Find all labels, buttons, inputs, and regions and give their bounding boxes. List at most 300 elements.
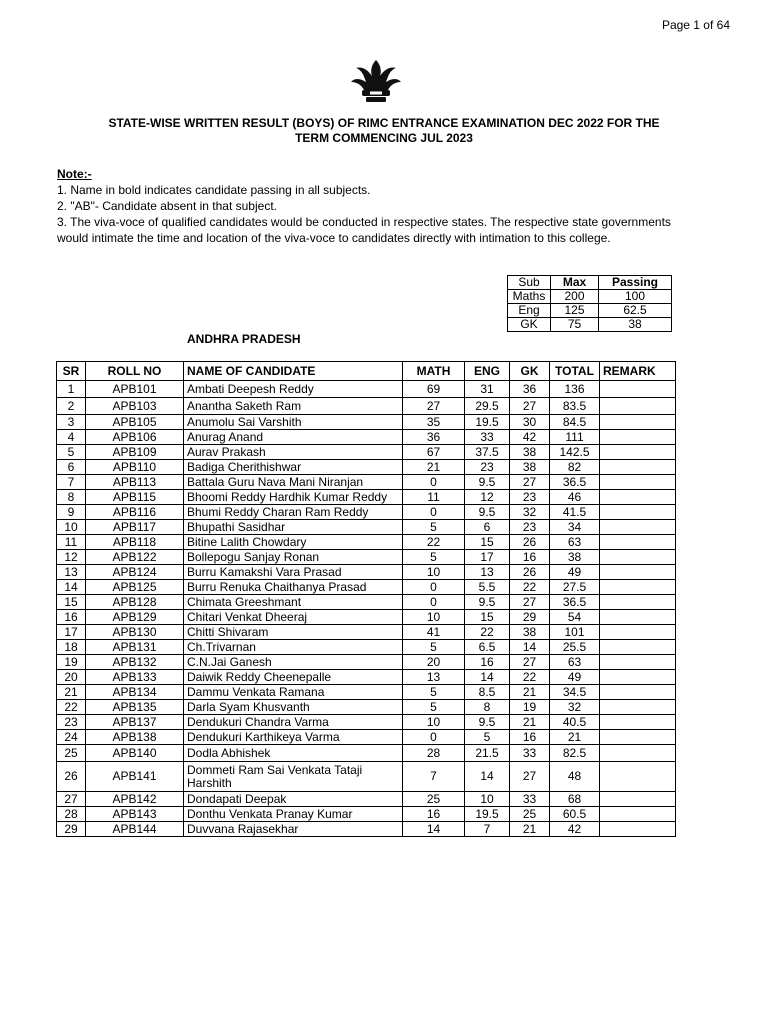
roll-no-cell: APB141 [86, 762, 184, 792]
result-row [57, 580, 676, 595]
result-row [57, 475, 676, 490]
math-cell: 5 [403, 550, 465, 565]
note-item-3: 3. The viva-voce of qualified candidates would be conducted in respective states. The respective state governments would intimate the time and location of the viva-voce to candidates directly with intimation to this college. [57, 215, 671, 245]
name-cell: Dammu Venkata Ramana [184, 685, 403, 700]
remark-cell [600, 762, 676, 792]
gk-cell: 27 [510, 762, 550, 792]
eng-cell: 31 [465, 381, 510, 398]
notes-heading: Note:- [57, 167, 92, 181]
sr-cell: 21 [57, 685, 86, 700]
math-cell: 5 [403, 520, 465, 535]
remark-cell [600, 792, 676, 807]
roll-no-cell: APB142 [86, 792, 184, 807]
results-body [57, 381, 676, 837]
remark-cell [600, 685, 676, 700]
result-row [57, 445, 676, 460]
limits-header-sub: Sub [508, 276, 551, 290]
name-cell: Anumolu Sai Varshith [184, 415, 403, 430]
total-cell: 42 [550, 822, 600, 837]
results-header-row [57, 362, 676, 381]
eng-cell: 14 [465, 762, 510, 792]
limits-row-gk [508, 318, 672, 332]
name-cell: C.N.Jai Ganesh [184, 655, 403, 670]
roll-no-cell: APB128 [86, 595, 184, 610]
gk-cell: 16 [510, 550, 550, 565]
gk-cell: 27 [510, 398, 550, 415]
result-row [57, 730, 676, 745]
eng-cell: 16 [465, 655, 510, 670]
gk-cell: 36 [510, 381, 550, 398]
math-cell: 35 [403, 415, 465, 430]
header-remark: REMARK [600, 362, 676, 381]
remark-cell [600, 715, 676, 730]
remark-cell [600, 655, 676, 670]
roll-no-cell: APB133 [86, 670, 184, 685]
name-cell: Dodla Abhishek [184, 745, 403, 762]
note-item-2: 2. "AB"- Candidate absent in that subject. [57, 199, 277, 213]
math-cell: 0 [403, 730, 465, 745]
eng-cell: 15 [465, 610, 510, 625]
total-cell: 68 [550, 792, 600, 807]
gk-cell: 29 [510, 610, 550, 625]
total-cell: 63 [550, 535, 600, 550]
remark-cell [600, 430, 676, 445]
college-crest-emblem [348, 56, 404, 104]
state-heading: ANDHRA PRADESH [187, 332, 301, 346]
remark-cell [600, 415, 676, 430]
total-cell: 60.5 [550, 807, 600, 822]
gk-cell: 38 [510, 445, 550, 460]
limits-cell: Eng [508, 304, 551, 318]
eng-cell: 9.5 [465, 595, 510, 610]
math-cell: 22 [403, 535, 465, 550]
name-cell: Aurav Prakash [184, 445, 403, 460]
result-row [57, 415, 676, 430]
sr-cell: 6 [57, 460, 86, 475]
sr-cell: 17 [57, 625, 86, 640]
remark-cell [600, 398, 676, 415]
header-eng: ENG [465, 362, 510, 381]
sr-cell: 19 [57, 655, 86, 670]
remark-cell [600, 745, 676, 762]
remark-cell [600, 535, 676, 550]
total-cell: 46 [550, 490, 600, 505]
total-cell: 32 [550, 700, 600, 715]
math-cell: 0 [403, 580, 465, 595]
remark-cell [600, 565, 676, 580]
title-line-2: TERM COMMENCING JUL 2023 [295, 131, 473, 145]
header-math: MATH [403, 362, 465, 381]
result-row [57, 610, 676, 625]
eng-cell: 9.5 [465, 475, 510, 490]
sr-cell: 13 [57, 565, 86, 580]
page-number: Page 1 of 64 [661, 18, 730, 32]
name-cell: Duvvana Rajasekhar [184, 822, 403, 837]
roll-no-cell: APB125 [86, 580, 184, 595]
sr-cell: 20 [57, 670, 86, 685]
result-row [57, 430, 676, 445]
roll-no-cell: APB132 [86, 655, 184, 670]
total-cell: 34.5 [550, 685, 600, 700]
header-sr: SR [57, 362, 86, 381]
total-cell: 84.5 [550, 415, 600, 430]
sr-cell: 16 [57, 610, 86, 625]
eng-cell: 33 [465, 430, 510, 445]
gk-cell: 21 [510, 822, 550, 837]
math-cell: 5 [403, 685, 465, 700]
remark-cell [600, 640, 676, 655]
sr-cell: 25 [57, 745, 86, 762]
roll-no-cell: APB118 [86, 535, 184, 550]
name-cell: Chimata Greeshmant [184, 595, 403, 610]
limits-cell: 125 [551, 304, 599, 318]
name-cell: Anurag Anand [184, 430, 403, 445]
result-row [57, 640, 676, 655]
roll-no-cell: APB110 [86, 460, 184, 475]
name-cell: Dommeti Ram Sai Venkata Tataji Harshith [184, 762, 403, 792]
gk-cell: 25 [510, 807, 550, 822]
roll-no-cell: APB143 [86, 807, 184, 822]
name-cell: Burru Kamakshi Vara Prasad [184, 565, 403, 580]
remark-cell [600, 730, 676, 745]
header-roll-no: ROLL NO [86, 362, 184, 381]
result-row [57, 490, 676, 505]
total-cell: 34 [550, 520, 600, 535]
result-row [57, 762, 676, 792]
eng-cell: 14 [465, 670, 510, 685]
name-cell: Dendukuri Karthikeya Varma [184, 730, 403, 745]
eng-cell: 10 [465, 792, 510, 807]
marks-limits-header [508, 276, 672, 290]
result-row [57, 381, 676, 398]
roll-no-cell: APB113 [86, 475, 184, 490]
total-cell: 111 [550, 430, 600, 445]
sr-cell: 12 [57, 550, 86, 565]
roll-no-cell: APB131 [86, 640, 184, 655]
roll-no-cell: APB135 [86, 700, 184, 715]
eng-cell: 6 [465, 520, 510, 535]
math-cell: 10 [403, 565, 465, 580]
gk-cell: 23 [510, 490, 550, 505]
total-cell: 49 [550, 670, 600, 685]
result-row [57, 595, 676, 610]
sr-cell: 3 [57, 415, 86, 430]
math-cell: 11 [403, 490, 465, 505]
result-row [57, 550, 676, 565]
total-cell: 36.5 [550, 595, 600, 610]
result-row [57, 745, 676, 762]
math-cell: 0 [403, 505, 465, 520]
notes-section [57, 166, 697, 246]
remark-cell [600, 670, 676, 685]
math-cell: 28 [403, 745, 465, 762]
name-cell: Badiga Cherithishwar [184, 460, 403, 475]
eng-cell: 29.5 [465, 398, 510, 415]
gk-cell: 14 [510, 640, 550, 655]
sr-cell: 15 [57, 595, 86, 610]
sr-cell: 24 [57, 730, 86, 745]
gk-cell: 21 [510, 685, 550, 700]
gk-cell: 22 [510, 670, 550, 685]
gk-cell: 30 [510, 415, 550, 430]
limits-row-maths [508, 290, 672, 304]
name-cell: Dendukuri Chandra Varma [184, 715, 403, 730]
total-cell: 40.5 [550, 715, 600, 730]
total-cell: 49 [550, 565, 600, 580]
total-cell: 25.5 [550, 640, 600, 655]
limits-row-eng [508, 304, 672, 318]
name-cell: Bhumi Reddy Charan Ram Reddy [184, 505, 403, 520]
gk-cell: 26 [510, 565, 550, 580]
roll-no-cell: APB124 [86, 565, 184, 580]
remark-cell [600, 550, 676, 565]
remark-cell [600, 381, 676, 398]
gk-cell: 33 [510, 745, 550, 762]
gk-cell: 38 [510, 625, 550, 640]
math-cell: 7 [403, 762, 465, 792]
math-cell: 10 [403, 610, 465, 625]
roll-no-cell: APB116 [86, 505, 184, 520]
remark-cell [600, 505, 676, 520]
sr-cell: 1 [57, 381, 86, 398]
name-cell: Ch.Trivarnan [184, 640, 403, 655]
eng-cell: 37.5 [465, 445, 510, 460]
eng-cell: 21.5 [465, 745, 510, 762]
gk-cell: 32 [510, 505, 550, 520]
sr-cell: 7 [57, 475, 86, 490]
remark-cell [600, 610, 676, 625]
total-cell: 82 [550, 460, 600, 475]
sr-cell: 23 [57, 715, 86, 730]
gk-cell: 16 [510, 730, 550, 745]
limits-cell: 200 [551, 290, 599, 304]
result-row [57, 505, 676, 520]
total-cell: 38 [550, 550, 600, 565]
document-title [40, 116, 728, 146]
name-cell: Chitti Shivaram [184, 625, 403, 640]
math-cell: 16 [403, 807, 465, 822]
gk-cell: 19 [510, 700, 550, 715]
name-cell: Bollepogu Sanjay Ronan [184, 550, 403, 565]
name-cell: Bhoomi Reddy Hardhik Kumar Reddy [184, 490, 403, 505]
total-cell: 136 [550, 381, 600, 398]
limits-header-max: Max [551, 276, 599, 290]
remark-cell [600, 520, 676, 535]
math-cell: 41 [403, 625, 465, 640]
sr-cell: 29 [57, 822, 86, 837]
gk-cell: 42 [510, 430, 550, 445]
remark-cell [600, 580, 676, 595]
result-row [57, 715, 676, 730]
header-name: NAME OF CANDIDATE [184, 362, 403, 381]
sr-cell: 28 [57, 807, 86, 822]
eng-cell: 5 [465, 730, 510, 745]
roll-no-cell: APB144 [86, 822, 184, 837]
gk-cell: 33 [510, 792, 550, 807]
result-row [57, 822, 676, 837]
math-cell: 5 [403, 640, 465, 655]
gk-cell: 22 [510, 580, 550, 595]
result-row [57, 700, 676, 715]
eng-cell: 23 [465, 460, 510, 475]
limits-cell: 62.5 [599, 304, 672, 318]
roll-no-cell: APB122 [86, 550, 184, 565]
result-row [57, 625, 676, 640]
total-cell: 83.5 [550, 398, 600, 415]
result-row [57, 460, 676, 475]
result-row [57, 655, 676, 670]
name-cell: Burru Renuka Chaithanya Prasad [184, 580, 403, 595]
limits-cell: 75 [551, 318, 599, 332]
eng-cell: 17 [465, 550, 510, 565]
eng-cell: 15 [465, 535, 510, 550]
eng-cell: 9.5 [465, 505, 510, 520]
sr-cell: 11 [57, 535, 86, 550]
remark-cell [600, 700, 676, 715]
eng-cell: 19.5 [465, 807, 510, 822]
gk-cell: 27 [510, 595, 550, 610]
limits-cell: 38 [599, 318, 672, 332]
total-cell: 21 [550, 730, 600, 745]
remark-cell [600, 490, 676, 505]
math-cell: 13 [403, 670, 465, 685]
total-cell: 54 [550, 610, 600, 625]
results-table [56, 361, 676, 837]
math-cell: 67 [403, 445, 465, 460]
sr-cell: 27 [57, 792, 86, 807]
gk-cell: 26 [510, 535, 550, 550]
roll-no-cell: APB130 [86, 625, 184, 640]
eng-cell: 7 [465, 822, 510, 837]
result-row [57, 565, 676, 580]
result-row [57, 792, 676, 807]
math-cell: 0 [403, 475, 465, 490]
name-cell: Ambati Deepesh Reddy [184, 381, 403, 398]
gk-cell: 21 [510, 715, 550, 730]
result-row [57, 398, 676, 415]
limits-header-passing: Passing [599, 276, 672, 290]
remark-cell [600, 625, 676, 640]
limits-cell: 100 [599, 290, 672, 304]
eng-cell: 12 [465, 490, 510, 505]
roll-no-cell: APB105 [86, 415, 184, 430]
name-cell: Anantha Saketh Ram [184, 398, 403, 415]
eng-cell: 5.5 [465, 580, 510, 595]
eng-cell: 8.5 [465, 685, 510, 700]
remark-cell [600, 595, 676, 610]
total-cell: 41.5 [550, 505, 600, 520]
result-row [57, 670, 676, 685]
header-gk: GK [510, 362, 550, 381]
sr-cell: 18 [57, 640, 86, 655]
eng-cell: 8 [465, 700, 510, 715]
sr-cell: 4 [57, 430, 86, 445]
sr-cell: 9 [57, 505, 86, 520]
remark-cell [600, 822, 676, 837]
sr-cell: 2 [57, 398, 86, 415]
roll-no-cell: APB103 [86, 398, 184, 415]
math-cell: 14 [403, 822, 465, 837]
math-cell: 27 [403, 398, 465, 415]
sr-cell: 14 [57, 580, 86, 595]
math-cell: 25 [403, 792, 465, 807]
gk-cell: 38 [510, 460, 550, 475]
sr-cell: 8 [57, 490, 86, 505]
limits-cell: Maths [508, 290, 551, 304]
total-cell: 101 [550, 625, 600, 640]
result-row [57, 807, 676, 822]
name-cell: Dondapati Deepak [184, 792, 403, 807]
name-cell: Bhupathi Sasidhar [184, 520, 403, 535]
eng-cell: 6.5 [465, 640, 510, 655]
gk-cell: 27 [510, 475, 550, 490]
math-cell: 10 [403, 715, 465, 730]
eng-cell: 9.5 [465, 715, 510, 730]
gk-cell: 23 [510, 520, 550, 535]
roll-no-cell: APB134 [86, 685, 184, 700]
header-total: TOTAL [550, 362, 600, 381]
math-cell: 5 [403, 700, 465, 715]
roll-no-cell: APB140 [86, 745, 184, 762]
eng-cell: 19.5 [465, 415, 510, 430]
name-cell: Donthu Venkata Pranay Kumar [184, 807, 403, 822]
math-cell: 21 [403, 460, 465, 475]
marks-limits-table [507, 275, 672, 332]
sr-cell: 5 [57, 445, 86, 460]
roll-no-cell: APB137 [86, 715, 184, 730]
name-cell: Bitine Lalith Chowdary [184, 535, 403, 550]
roll-no-cell: APB106 [86, 430, 184, 445]
math-cell: 36 [403, 430, 465, 445]
roll-no-cell: APB101 [86, 381, 184, 398]
math-cell: 20 [403, 655, 465, 670]
roll-no-cell: APB117 [86, 520, 184, 535]
name-cell: Battala Guru Nava Mani Niranjan [184, 475, 403, 490]
sr-cell: 22 [57, 700, 86, 715]
remark-cell [600, 475, 676, 490]
roll-no-cell: APB115 [86, 490, 184, 505]
remark-cell [600, 807, 676, 822]
eng-cell: 13 [465, 565, 510, 580]
result-row [57, 535, 676, 550]
result-row [57, 520, 676, 535]
total-cell: 142.5 [550, 445, 600, 460]
gk-cell: 27 [510, 655, 550, 670]
total-cell: 63 [550, 655, 600, 670]
roll-no-cell: APB138 [86, 730, 184, 745]
roll-no-cell: APB129 [86, 610, 184, 625]
title-line-1: STATE-WISE WRITTEN RESULT (BOYS) OF RIMC ENTRANCE EXAMINATION DEC 2022 FOR THE [108, 116, 660, 130]
remark-cell [600, 460, 676, 475]
name-cell: Darla Syam Khusvanth [184, 700, 403, 715]
math-cell: 69 [403, 381, 465, 398]
note-item-1: 1. Name in bold indicates candidate passing in all subjects. [57, 183, 371, 197]
limits-cell: GK [508, 318, 551, 332]
sr-cell: 26 [57, 762, 86, 792]
roll-no-cell: APB109 [86, 445, 184, 460]
remark-cell [600, 445, 676, 460]
total-cell: 48 [550, 762, 600, 792]
result-row [57, 685, 676, 700]
eng-cell: 22 [465, 625, 510, 640]
name-cell: Chitari Venkat Dheeraj [184, 610, 403, 625]
math-cell: 0 [403, 595, 465, 610]
total-cell: 27.5 [550, 580, 600, 595]
sr-cell: 10 [57, 520, 86, 535]
name-cell: Daiwik Reddy Cheenepalle [184, 670, 403, 685]
total-cell: 82.5 [550, 745, 600, 762]
total-cell: 36.5 [550, 475, 600, 490]
